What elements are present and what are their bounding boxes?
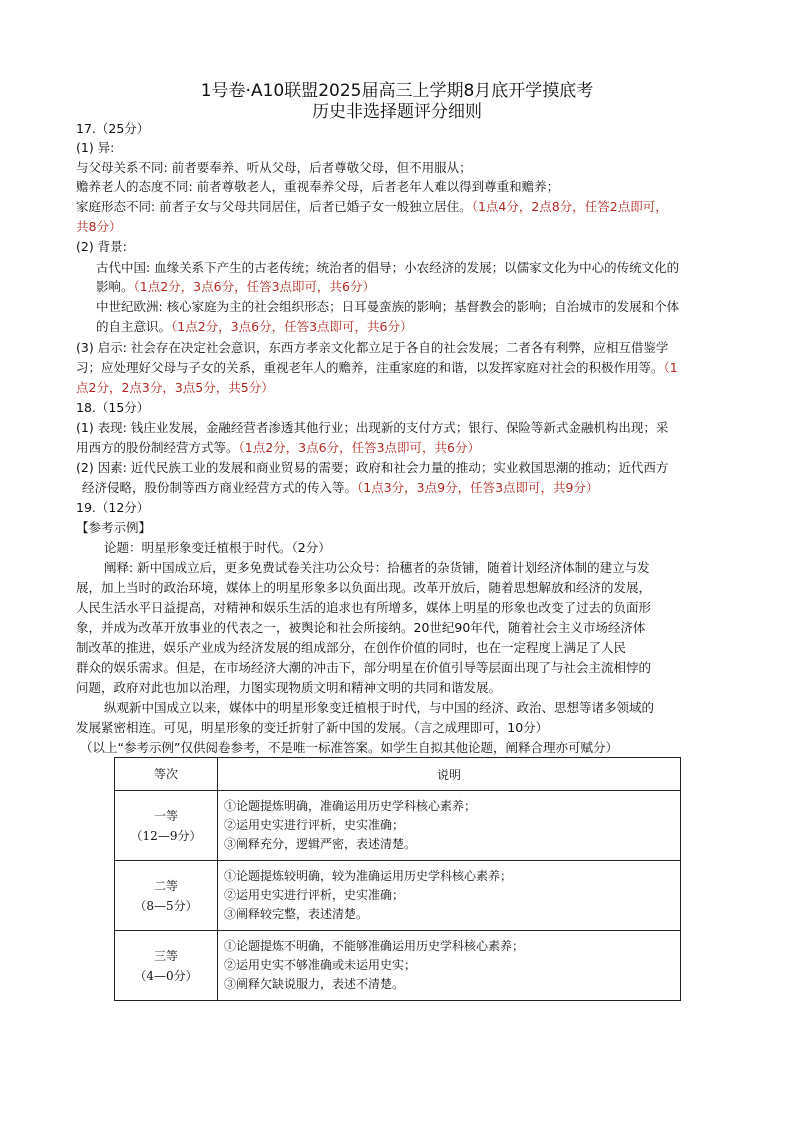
rubric-table [114, 757, 681, 1001]
rubric-desc-cell [218, 931, 681, 1001]
rubric-desc-line: ①论题提炼较明确，较为准确运用历史学科核心素养； [224, 869, 513, 883]
table-row [115, 791, 681, 861]
rubric-desc-cell [218, 861, 681, 931]
q17-part3-score-a: （1 [663, 360, 678, 375]
q19-para1-line: 问题，政府对此也加以治理，力图实现物质文明和精神文明的共同和谐发展。 [76, 680, 502, 695]
rubric-desc-line: ②运用史实进行评析，史实准确； [224, 888, 405, 902]
rubric-grade: 三等 [153, 948, 178, 963]
q17-header: 17.（25分） [76, 121, 150, 136]
rubric-grade-cell [115, 931, 218, 1001]
q17-part2-label: (2) 背景: [76, 239, 127, 254]
table-row [115, 931, 681, 1001]
q19-para1-line: 展，加上当时的政治环境，媒体上的明星形象多以负面出现。改革开放后，随着思想解放和经济的发展， [76, 580, 652, 595]
rubric-range: （12—9分） [130, 828, 202, 843]
q19-para2-line: 发展紧密相连。可见，明星形象的变迁折射了新中国的发展。（言之成理即可，10分） [76, 720, 549, 735]
rubric-grade-cell [115, 791, 218, 861]
rubric-grade: 二等 [153, 878, 178, 893]
q19-header: 19.（12分） [76, 500, 150, 515]
q19-para1-line: 象，并成为改革开放事业的代表之一，被舆论和社会所接纳。20世纪90年代，随着社会主义市场经济体 [76, 620, 646, 635]
doc-title: 1号卷·A10联盟2025届高三上学期8月底开学摸底考 [200, 81, 594, 101]
q17-part3-score-b: 点2分，2点3分，3点5分，共5分） [76, 380, 274, 395]
q17-item1: 与父母关系不同: 前者要奉养、听从父母，后者尊敬父母，但不用服从； [76, 160, 472, 175]
q18-part1-b-text: 用西方的股份制经营方式等。 [76, 440, 239, 455]
q19-para1-line: 制改革的推进，娱乐产业成为经济发展的组成部分，在创作价值的同时，也在一定程度上满足了人民 [76, 640, 627, 655]
q17-part3-a: (3) 启示: 社会存在决定社会意识，东西方孝亲文化都立足于各自的社会发展；二者各有利弊，应相互借鉴学 [76, 340, 669, 355]
rubric-desc-line: ③阐释欠缺说服力，表述不清楚。 [224, 977, 405, 991]
q17-europe-a: 中世纪欧洲: 核心家庭为主的社会组织形态；日耳曼蛮族的影响；基督教会的影响；自治城市的发展和个体 [96, 299, 680, 314]
q17-item3-score-cont: 共8分） [76, 219, 122, 234]
doc-subtitle: 历史非选择题评分细则 [312, 102, 482, 122]
q17-europe-score: （1点2分，3点6分，任答3点即可，共6分） [171, 319, 413, 334]
q19-para1-line: 群众的娱乐需求。但是，在市场经济大潮的冲击下，部分明星在价值引导等层面出现了与社会主流相悖的 [76, 660, 652, 675]
q19-para1-line: 阐释: 新中国成立后，更多免费试卷关注功公众号：拾穗者的杂货铺，随着计划经济体制的建立与发 [104, 560, 650, 575]
q17-ancient-b-text: 影响。 [96, 279, 134, 294]
rubric-desc-cell [218, 791, 681, 861]
rubric-desc-line: ②运用史实不够准确或未运用史实； [224, 958, 417, 972]
q17-part3-b [76, 359, 730, 377]
q17-europe-b-text: 的自主意识。 [96, 319, 172, 334]
q18-header: 18.（15分） [76, 400, 150, 415]
rubric-col-desc: 说明 [218, 758, 681, 791]
q17-item2: 赡养老人的态度不同: 前者尊敬老人，重视奉养父母，后者老年人难以得到尊重和赡养； [76, 179, 560, 194]
table-row [115, 861, 681, 931]
q17-item3-score: （1点4分，2点8分，任答2点即可， [471, 199, 668, 214]
rubric-col-grade: 等次 [115, 758, 218, 791]
q17-part3-b-text: 习；应处理好父母与子女的关系，重视老年人的赡养，注重家庭的和谐，以发挥家庭对社会的积极作用等。 [76, 360, 664, 375]
rubric-range: （4—0分） [134, 968, 198, 983]
q17-item3 [76, 198, 730, 216]
rubric-grade: 一等 [153, 808, 178, 823]
q18-part1-a: (1) 表现: 钱庄业发展，金融经营者渗透其他行业；出现新的支付方式；银行、保险等新式金融机构出现；采 [76, 420, 669, 435]
q17-item3-text: 家庭形态不同: 前者子女与父母共同居住，后者已婚子女一般独立居住。 [76, 199, 472, 214]
q18-part1-score: （1点2分，3点6分，任答3点即可，共6分） [238, 440, 480, 455]
rubric-grade-cell [115, 861, 218, 931]
q18-part2-b [82, 479, 730, 497]
q18-part2-a: (2) 因素: 近代民族工业的发展和商业贸易的需要；政府和社会力量的推动；实业救国思潮的推动；近代西方 [76, 460, 669, 475]
rubric-desc-line: ②运用史实进行评析，史实准确； [224, 818, 405, 832]
q18-part2-score: （1点3分，3点9分，任答3点即可，共9分） [357, 480, 599, 495]
q18-part1-b [76, 439, 730, 457]
q17-part1-label: (1) 异: [76, 140, 115, 155]
rubric-range: （8—5分） [134, 898, 198, 913]
q17-ancient-b [96, 278, 730, 296]
q19-thesis: 论题：明星形象变迁植根于时代。（2分） [104, 540, 331, 555]
q19-para1-line: 人民生活水平日益提高，对精神和娱乐生活的追求也有所增多，媒体上明星的形象也改变了过去的负面形 [76, 600, 652, 615]
q17-ancient-score: （1点2分，3点6分，任答3点即可，共6分） [133, 279, 375, 294]
q17-europe-b [96, 318, 730, 336]
q19-note: （以上“参考示例”仅供阅卷参考，不是唯一标准答案。如学生自拟其他论题，阐释合理亦可赋分） [80, 740, 618, 755]
q19-example-label: 【参考示例】 [76, 520, 152, 535]
rubric-header-row [115, 758, 681, 791]
q18-part2-b-text: 经济侵略，股份制等西方商业经营方式的传入等。 [82, 480, 358, 495]
rubric-desc-line: ①论题提炼不明确，不能够准确运用历史学科核心素养； [224, 939, 525, 953]
rubric-desc-line: ③阐释较完整，表述清楚。 [224, 907, 369, 921]
rubric-desc-line: ③阐释充分，逻辑严密，表述清楚。 [224, 837, 417, 851]
q19-para2-line: 纵观新中国成立以来，媒体中的明星形象变迁植根于时代，与中国的经济、政治、思想等诸多领域的 [104, 700, 655, 715]
rubric-desc-line: ①论题提炼明确，准确运用历史学科核心素养； [224, 799, 477, 813]
q17-ancient-a: 古代中国: 血缘关系下产生的古老传统；统治者的倡导；小农经济的发展；以儒家文化为中心的传统文化的 [96, 260, 680, 275]
